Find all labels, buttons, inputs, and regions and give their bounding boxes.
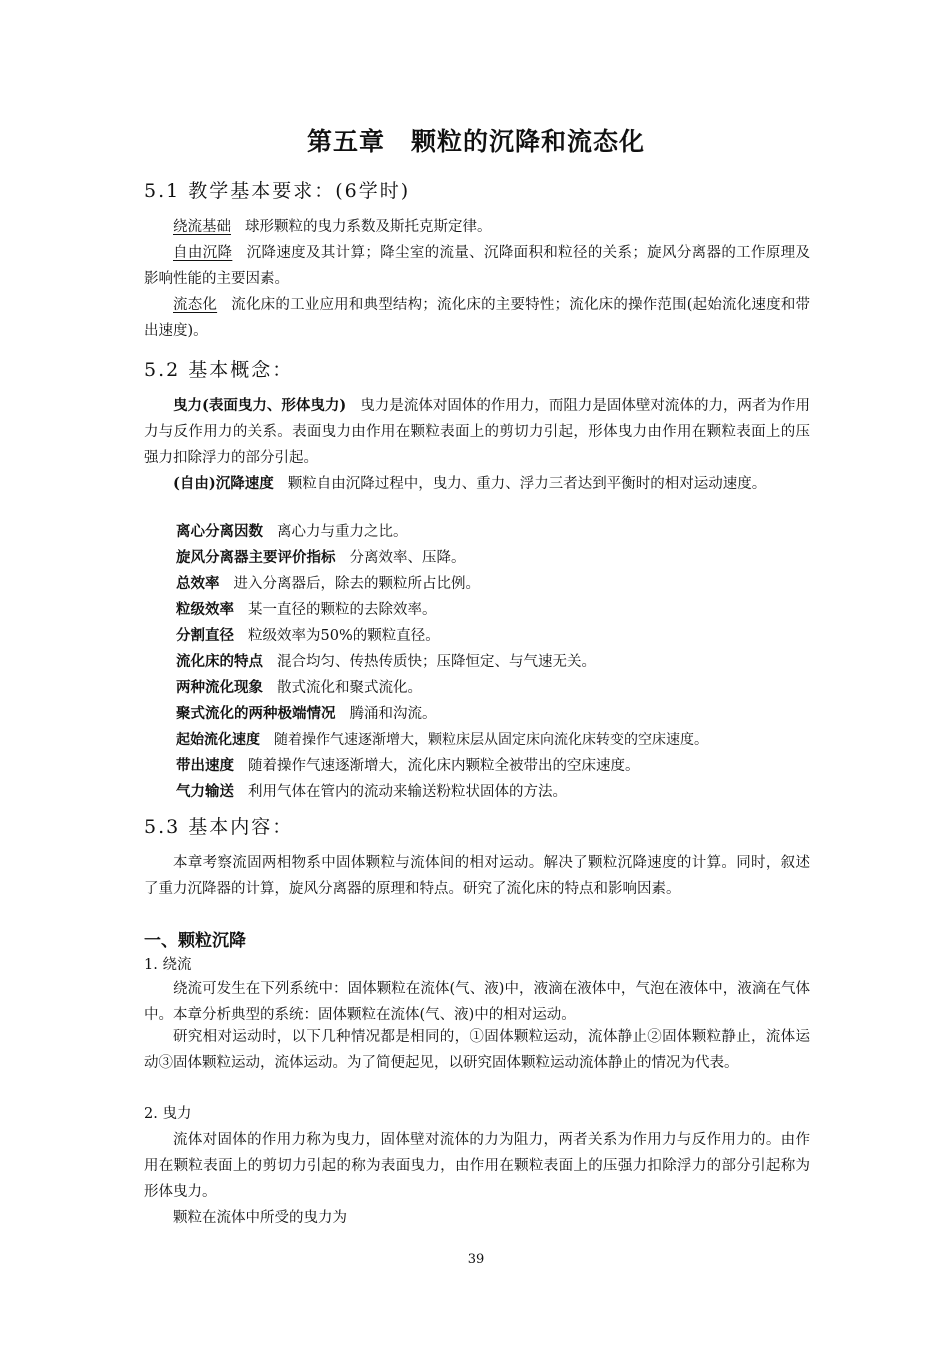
s52-text: 进入分离器后，除去的颗粒所占比例。 [233,576,480,592]
s52-text: 离心力与重力之比。 [277,524,408,540]
s51-term: 流态化 [173,297,218,313]
s51-text: 流化床的工业应用和典型结构；流化床的主要特性；流化床的操作范围(起始流化速度和带出速度)。 [144,297,811,339]
s52-term: 两种流化现象 [176,679,263,696]
s52-text: 粒级效率为50%的颗粒直径。 [248,628,440,644]
s52-term: 带出速度 [176,757,234,774]
s52-text: 腾涌和沟流。 [349,706,437,722]
s52-item-5 [176,571,816,597]
subsection-1-paragraph-2: 研究相对运动时，以下几种情况都是相同的，①固体颗粒运动，流体静止②固体颗粒静止，流体运动③固体颗粒运动，流体运动。为了简便起见，以研究固体颗粒运动流体静止的情况为代表。 [144,1029,810,1071]
s52-term: 旋风分离器主要评价指标 [176,549,336,566]
s52-item-3 [176,519,816,545]
subsection-1-title: 1. 绕流 [144,957,192,973]
subsection-1-paragraph-1: 绕流可发生在下列系统中：固体颗粒在流体(气、液)中，液滴在液体中，气泡在液体中，液滴在气体中。本章分析典型的系统：固体颗粒在流体(气、液)中的相对运动。 [144,981,810,1023]
s52-text: 随着操作气速逐渐增大，流化床内颗粒全被带出的空床速度。 [248,758,640,774]
s52-text: 某一直径的颗粒的去除效率。 [248,602,437,618]
s52-item-7 [176,623,816,649]
s52-item-8 [176,649,816,675]
s52-text: 混合均匀、传热传质快；压降恒定、与气速无关。 [277,654,596,670]
s52-item-6 [176,597,816,623]
section-5-1-heading: 5.1 教学基本要求：(6学时) [144,180,411,202]
s51-text: 沉降速度及其计算；降尘室的流量、沉降面积和粒径的关系；旋风分离器的工作原理及影响性能的主要因素。 [144,245,811,287]
s52-item-4 [176,545,816,571]
page-number: 39 [467,1252,485,1267]
s52-term: 离心分离因数 [176,523,263,540]
s52-item-13 [176,779,816,805]
s51-item-3 [144,292,810,344]
subsection-2-paragraph-2: 颗粒在流体中所受的曳力为 [173,1210,347,1226]
section-5-3-heading: 5.3 基本内容： [144,816,294,838]
s52-text: 分离效率、压降。 [349,550,466,566]
s52-item-2 [144,471,810,497]
s52-text: 散式流化和聚式流化。 [277,680,422,696]
chapter-title: 第五章 颗粒的沉降和流态化 [306,127,645,156]
s52-item-10 [176,701,816,727]
s52-item-9 [176,675,816,701]
s51-term: 自由沉降 [173,245,233,261]
s52-term: 起始流化速度 [176,732,260,748]
section-5-2-heading: 5.2 基本概念： [144,359,294,381]
s52-term: 总效率 [176,575,220,592]
subsection-2-paragraph-1: 流体对固体的作用力称为曳力，固体壁对流体的力为阻力，两者关系为作用力与反作用力的。由作用在颗粒表面上的剪切力引起的称为表面曳力，由作用在颗粒表面上的压强力扣除浮力的部分引起称为形体曳力。 [144,1132,810,1200]
s52-item-11 [176,727,816,753]
s52-item-12 [176,753,816,779]
s52-term: 分割直径 [176,627,234,644]
s52-item-1 [144,393,810,471]
s52-term: 曳力(表面曳力、形体曳力) [173,397,347,414]
s51-term: 绕流基础 [173,219,231,235]
s52-term: 流化床的特点 [176,653,263,670]
s51-item-2 [144,240,810,292]
s52-term: 聚式流化的两种极端情况 [176,705,336,722]
s52-text: 随着操作气速逐渐增大，颗粒床层从固定床向流化床转变的空床速度。 [274,732,708,748]
subsection-2-title: 2. 曳力 [144,1106,192,1122]
s52-term: (自由)沉降速度 [173,475,274,492]
s53-intro: 本章考察流固两相物系中固体颗粒与流体间的相对运动。解决了颗粒沉降速度的计算。同时，叙述了重力沉降器的计算，旋风分离器的原理和特点。研究了流化床的特点和影响因素。 [144,855,810,897]
s52-text: 颗粒自由沉降过程中，曳力、重力、浮力三者达到平衡时的相对运动速度。 [287,476,767,492]
s52-text: 利用气体在管内的流动来输送粉粒状固体的方法。 [248,784,567,800]
part1-heading: 一、颗粒沉降 [144,931,246,951]
s52-term: 气力输送 [176,783,234,800]
s51-text: 球形颗粒的曳力系数及斯托克斯定律。 [245,219,492,235]
s51-item-1 [144,214,810,240]
s52-text: 曳力是流体对固体的作用力，而阻力是固体壁对流体的力，两者为作用力与反作用力的关系。表面曳力由作用在颗粒表面上的剪切力引起，形体曳力由作用在颗粒表面上的压强力扣除浮力的部分引起。 [144,398,810,466]
s52-term: 粒级效率 [176,601,234,618]
